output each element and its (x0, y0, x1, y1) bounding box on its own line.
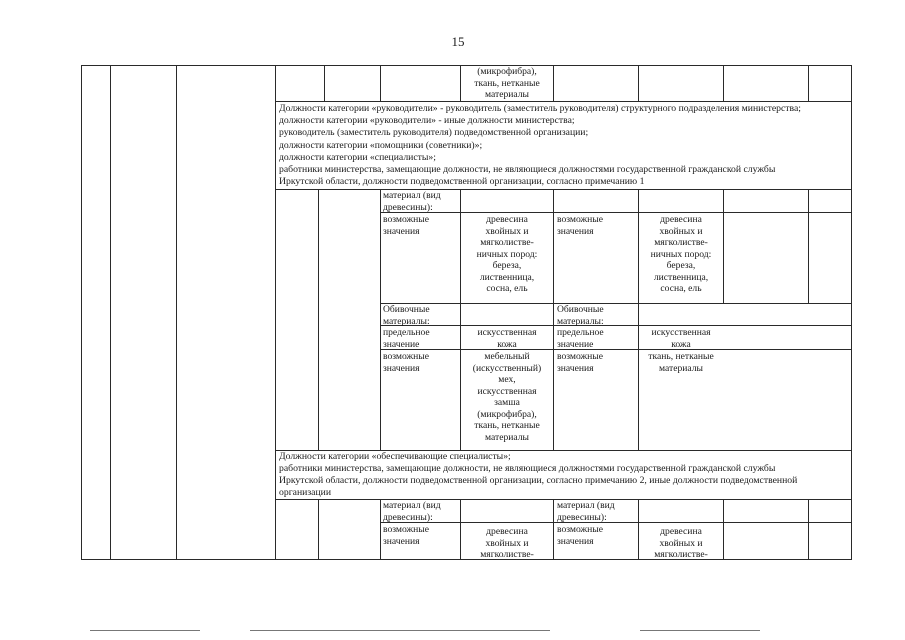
table-column-line (176, 65, 177, 559)
cell-limit-label-2 (557, 327, 604, 350)
table-row-line (380, 349, 852, 350)
cell-possible-label-3 (383, 351, 429, 374)
cell-line: хвойных и (485, 225, 529, 237)
cell-line: мебельный (484, 351, 530, 362)
cell-line: значение (557, 338, 594, 350)
cell-line: сосна, ель (486, 283, 528, 294)
cell-upholstery-label (383, 304, 430, 327)
table-column-line (808, 499, 809, 559)
table-column-line (553, 65, 554, 102)
cell-wood-value-2 (639, 214, 723, 295)
cell-line: сосна, ель (660, 283, 702, 294)
header-line: работники министерства, замещающие должности, не являющиеся должностями государственной гражданской службы (279, 463, 776, 474)
table-column-line (275, 189, 276, 450)
table-column-line (275, 450, 276, 559)
cell-line: (микрофибра), (477, 408, 537, 420)
table-column-line (275, 101, 276, 189)
cell-limit-label (383, 327, 430, 350)
table-row-line (275, 101, 852, 102)
table-column-line (380, 65, 381, 102)
cell-line: возможные (557, 214, 604, 225)
table-column-line (553, 499, 554, 559)
header-line: Должности категории «руководители» - руководитель (заместитель руководителя) структурного подразделения министерства; (279, 103, 801, 114)
cell-line: предельное (557, 327, 604, 338)
header-line: Иркутской области, должности подведомственной организации, согласно примечанию 1 (279, 176, 645, 188)
section-header-positions-1 (279, 103, 801, 188)
cell-line: лиственница, (479, 271, 535, 283)
cell-wood-value (461, 214, 553, 295)
cell-line: кожа (497, 338, 517, 350)
cell-upholstery-tail (461, 66, 553, 101)
scan-artifact-line (250, 630, 550, 631)
table-row-line (275, 189, 852, 190)
table-column-line (324, 65, 325, 102)
header-line: организации (279, 487, 332, 498)
table-column-line (110, 65, 111, 559)
table-column-line (380, 189, 381, 450)
header-line: Должности категории «обеспечивающие специалисты»; (279, 451, 511, 462)
cell-line: (искусственный) (472, 362, 542, 374)
cell-line: мягколистве- (654, 237, 708, 248)
table-row-line (380, 303, 852, 304)
cell-artificial-leather-2 (639, 327, 723, 350)
scan-artifact-line (640, 630, 760, 631)
cell-line: предельное (383, 327, 430, 338)
table-column-line (723, 499, 724, 559)
header-line: должности категории «специалисты»; (279, 151, 436, 163)
table-column-line (808, 65, 809, 102)
cell-line: значения (383, 535, 420, 547)
table-column-line (723, 65, 724, 102)
cell-line: значения (557, 362, 594, 374)
cell-line: ткань, нетканые (474, 420, 540, 431)
cell-possible-label-4 (557, 351, 603, 374)
table-column-line (318, 499, 319, 559)
cell-line: ткань, нетканые (474, 77, 540, 89)
table-row-line (380, 212, 852, 213)
cell-line: древесина (486, 214, 528, 225)
cell-line: мягколистве- (480, 237, 534, 248)
table-column-line (808, 189, 809, 304)
table-border-right (851, 65, 852, 559)
cell-artificial-leather (461, 327, 553, 350)
cell-line: материал (вид (383, 190, 441, 201)
cell-line: ткань, нетканые (648, 351, 714, 362)
cell-line: древесины): (557, 511, 607, 523)
cell-line: береза, (492, 260, 522, 271)
table-border-left (81, 65, 82, 559)
cell-line: искусственная (477, 385, 537, 397)
cell-material-label-s2-b (557, 500, 615, 523)
table-row-line (380, 325, 852, 326)
table-row-line (380, 522, 852, 523)
cell-line: материалы: (557, 315, 604, 327)
cell-line: Обивочные (557, 304, 604, 315)
cell-line: ничных пород: (476, 248, 538, 260)
cell-line: древесины): (383, 511, 433, 523)
cell-line: мех, (498, 374, 516, 385)
cell-line: материал (вид (557, 500, 615, 511)
table-column-line (723, 189, 724, 304)
cell-line: значения (557, 225, 594, 237)
header-line: должности категории «помощники (советники)»; (279, 139, 483, 151)
cell-line: материалы: (383, 315, 430, 327)
cell-line: древесина (660, 214, 702, 225)
header-line: должности категории «руководители» - иные должности министерства; (279, 115, 575, 127)
table-column-line (318, 189, 319, 450)
cell-line: мягколистве- (480, 549, 534, 560)
cell-line: возможные (557, 351, 604, 362)
cell-line: мягколистве- (654, 549, 708, 560)
cell-line: кожа (671, 338, 691, 350)
cell-line: искусственная (651, 327, 711, 338)
cell-line: значения (383, 225, 420, 237)
cell-line: возможные (557, 524, 604, 535)
cell-line: хвойных и (485, 537, 529, 549)
cell-line: значение (383, 338, 420, 350)
table-column-line (553, 189, 554, 450)
table-column-line (638, 65, 639, 102)
cell-upholstery-values (461, 351, 553, 443)
cell-possible-label-s2 (383, 524, 429, 547)
cell-line: хвойных и (659, 225, 703, 237)
cell-line: материалы (485, 431, 529, 443)
cell-line: древесина (486, 526, 528, 537)
table-column-line (380, 499, 381, 559)
cell-line: (микрофибра), (477, 66, 537, 77)
table-column-line (275, 65, 276, 102)
cell-upholstery-values-2 (639, 351, 723, 374)
cell-line: материал (вид (383, 500, 441, 511)
cell-line: значения (557, 535, 594, 547)
header-line: работники министерства, замещающие должности, не являющиеся должностями государственной гражданской службы (279, 164, 776, 176)
cell-line: возможные (383, 524, 430, 535)
cell-line: возможные (383, 351, 430, 362)
cell-material-label-s2 (383, 500, 441, 523)
cell-line: Обивочные (383, 304, 430, 315)
header-line: руководитель (заместитель руководителя) подведомственной организации; (279, 127, 589, 139)
header-line: Иркутской области, должности подведомственной организации, согласно примечанию 2, иные должности подведомственной (279, 475, 798, 486)
scan-artifact-line (90, 630, 200, 631)
cell-line: материалы (485, 89, 529, 100)
cell-possible-label-2 (557, 214, 603, 237)
cell-line: значения (383, 362, 420, 374)
cell-line: лиственница, (653, 271, 709, 283)
cell-line: древесина (660, 526, 702, 537)
cell-line: хвойных и (659, 537, 703, 549)
cell-line: замша (494, 397, 520, 408)
cell-wood-value-s2-b (639, 526, 723, 561)
cell-line: материалы (659, 362, 703, 374)
cell-wood-value-s2 (461, 526, 553, 561)
cell-line: береза, (666, 260, 696, 271)
section-header-positions-2 (279, 451, 797, 499)
cell-line: возможные (383, 214, 430, 225)
cell-line: ничных пород: (650, 248, 712, 260)
cell-possible-label (383, 214, 429, 237)
cell-possible-label-s2-b (557, 524, 603, 547)
page-number: 15 (451, 34, 465, 49)
cell-upholstery-label-2 (557, 304, 604, 327)
cell-material-label (383, 190, 441, 213)
cell-line: искусственная (477, 327, 537, 338)
cell-line: древесины): (383, 201, 433, 213)
